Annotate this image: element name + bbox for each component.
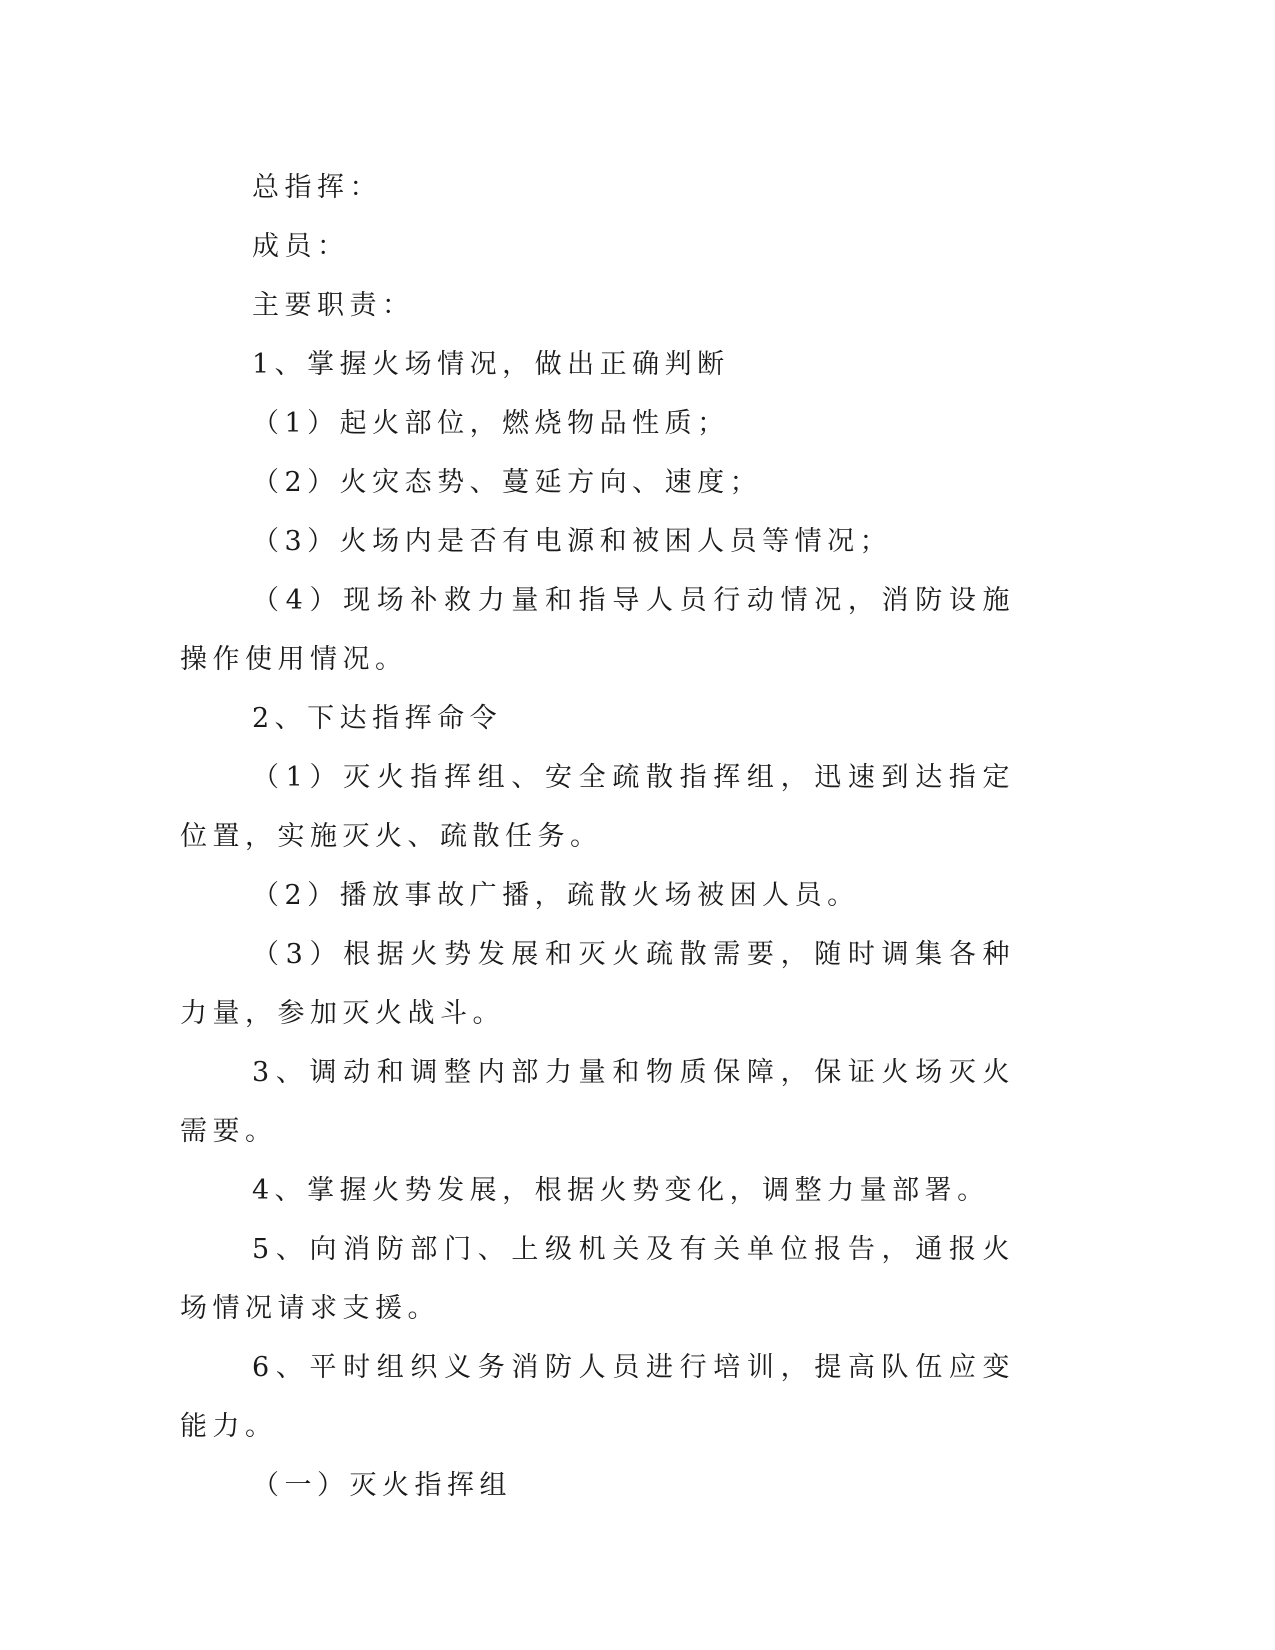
paragraph-item-1: 1、掌握火场情况，做出正确判断 (252, 349, 730, 380)
paragraph-item-2-1: （1）灭火指挥组、安全疏散指挥组，迅速到达指定位置，实施灭火、疏散任务。 (180, 762, 1015, 852)
paragraph-members: 成员： (252, 231, 350, 262)
paragraph-item-1-3: （3）火场内是否有电源和被困人员等情况； (252, 526, 893, 557)
paragraph-item-1-4: （4）现场补救力量和指导人员行动情况，消防设施操作使用情况。 (180, 585, 1015, 675)
paragraph-commander: 总指挥： (252, 172, 382, 203)
paragraph-main-duties: 主要职责： (252, 290, 415, 321)
paragraph-item-3: 3、调动和调整内部力量和物质保障，保证火场灭火需要。 (180, 1057, 1015, 1147)
section-heading-fire-command-group: （一）灭火指挥组 (252, 1470, 512, 1501)
paragraph-item-2: 2、下达指挥命令 (252, 703, 503, 734)
paragraph-item-2-2: （2）播放事故广播，疏散火场被困人员。 (252, 880, 860, 911)
paragraph-item-1-1: （1）起火部位，燃烧物品性质； (252, 408, 730, 439)
paragraph-item-4: 4、掌握火势发展，根据火势变化，调整力量部署。 (252, 1175, 990, 1206)
paragraph-item-6: 6、平时组织义务消防人员进行培训，提高队伍应变能力。 (180, 1352, 1015, 1442)
document-body (180, 158, 1015, 1515)
paragraph-item-2-3: （3）根据火势发展和灭火疏散需要，随时调集各种力量，参加灭火战斗。 (180, 939, 1015, 1029)
paragraph-item-5: 5、向消防部门、上级机关及有关单位报告，通报火场情况请求支援。 (180, 1234, 1015, 1324)
paragraph-item-1-2: （2）火灾态势、蔓延方向、速度； (252, 467, 763, 498)
